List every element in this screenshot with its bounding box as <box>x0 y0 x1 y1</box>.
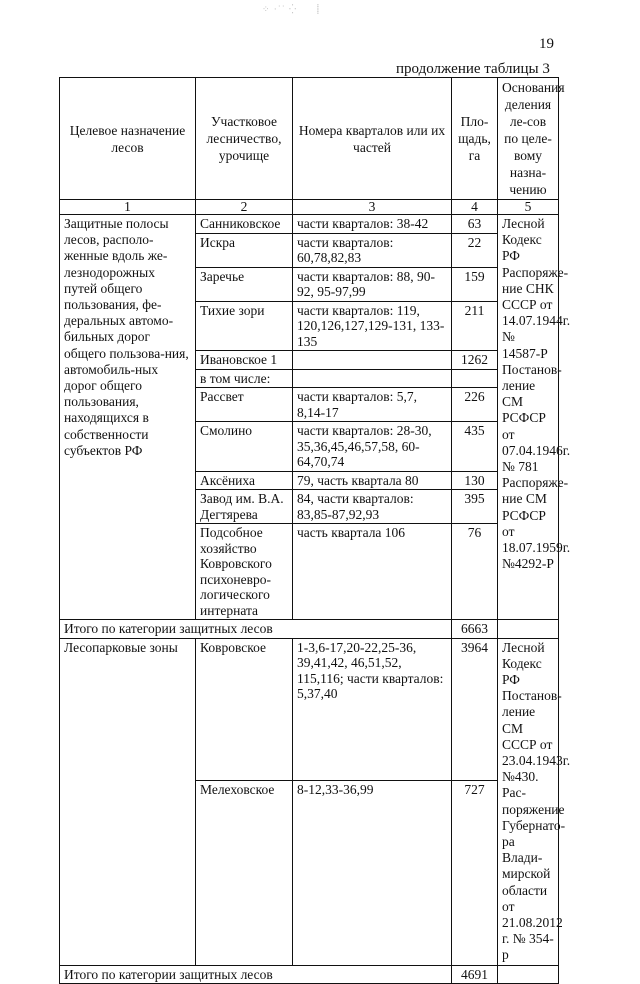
total-area: 6663 <box>452 620 498 639</box>
forestry-cell: Ковровское <box>196 638 293 781</box>
column-number: 5 <box>498 200 559 215</box>
table-continuation-caption: продолжение таблицы 3 <box>396 61 550 77</box>
area-cell: 3964 <box>452 638 498 781</box>
table-row <box>60 215 559 234</box>
forestry-cell: Рассвет <box>196 388 293 422</box>
area-cell <box>452 369 498 388</box>
quarters-cell: части кварталов: 5,7, 8,14-17 <box>293 388 452 422</box>
category-basis: Лесной Кодекс РФ Постанов-ление СМ СССР от 23.04.1943г. №430. Рас-поряжение Губернато-ра Влади-мирской области от 21.08.2012 г. № 354-р <box>498 638 559 965</box>
forestry-cell: Тихие зори <box>196 301 293 351</box>
scan-artifact: ⁘ ·˙˙ ⁛ ⸽ <box>262 4 321 14</box>
area-cell: 130 <box>452 471 498 490</box>
area-cell: 76 <box>452 524 498 620</box>
category-purpose: Лесопарковые зоны <box>60 638 196 965</box>
header-forestry: Участковое лесничество, урочище <box>196 78 293 200</box>
total-area: 4691 <box>452 965 498 984</box>
area-cell: 1262 <box>452 351 498 370</box>
forestry-cell: Смолино <box>196 422 293 472</box>
total-label: Итого по категории защитных лесов <box>60 965 452 984</box>
table-row <box>60 638 559 781</box>
forestry-cell: Искра <box>196 233 293 267</box>
forestry-cell: в том числе: <box>196 369 293 388</box>
forestry-cell: Завод им. В.А. Дегтярева <box>196 490 293 524</box>
area-cell: 211 <box>452 301 498 351</box>
quarters-cell: части кварталов: 38-42 <box>293 215 452 234</box>
quarters-cell: части кварталов: 119, 120,126,127,129-131, 133-135 <box>293 301 452 351</box>
total-empty-cell <box>498 620 559 639</box>
area-cell: 22 <box>452 233 498 267</box>
column-number: 1 <box>60 200 196 215</box>
total-label: Итого по категории защитных лесов <box>60 620 452 639</box>
category-total-row <box>60 965 559 984</box>
quarters-cell: части кварталов: 88, 90-92, 95-97,99 <box>293 267 452 301</box>
quarters-cell: части кварталов: 60,78,82,83 <box>293 233 452 267</box>
header-quarters: Номера кварталов или их частей <box>293 78 452 200</box>
quarters-cell: 79, часть квартала 80 <box>293 471 452 490</box>
quarters-cell <box>293 369 452 388</box>
column-number-row <box>60 200 559 215</box>
header-area: Пло-щадь, га <box>452 78 498 200</box>
quarters-cell: часть квартала 106 <box>293 524 452 620</box>
forestry-cell: Санниковское <box>196 215 293 234</box>
column-number: 3 <box>293 200 452 215</box>
category-total-row <box>60 620 559 639</box>
area-cell: 435 <box>452 422 498 472</box>
forestry-cell: Аксёниха <box>196 471 293 490</box>
area-cell: 159 <box>452 267 498 301</box>
forest-purpose-table <box>59 77 571 984</box>
quarters-cell: части кварталов: 28-30, 35,36,45,46,57,58, 60-64,70,74 <box>293 422 452 472</box>
forestry-cell: Ивановское 1 <box>196 351 293 370</box>
total-empty-cell <box>498 965 559 984</box>
forestry-cell: Мелеховское <box>196 781 293 966</box>
quarters-cell: 8-12,33-36,99 <box>293 781 452 966</box>
category-purpose: Защитные полосы лесов, располо-женные вдоль же-лезнодорожных путей общего пользования, фе-деральных автомо-бильных дорог общего пользова-ния, автомобиль-ных дорог общего пользования, находящихся в собственности субъектов РФ <box>60 215 196 620</box>
quarters-cell: 84, части кварталов: 83,85-87,92,93 <box>293 490 452 524</box>
category-basis: Лесной Кодекс РФ Распоряже-ние СНК СССР от 14.07.1944г. № 14587-Р Постанов-ление СМ РСФСР от 07.04.1946г. № 781 Распоряже-ние СМ РСФСР от 18.07.1959г. №4292-Р <box>498 215 559 620</box>
column-number: 2 <box>196 200 293 215</box>
quarters-cell: 1-3,6-17,20-22,25-36, 39,41,42, 46,51,52, 115,116; части кварталов: 5,37,40 <box>293 638 452 781</box>
header-basis: Основания деления ле-сов по целе-вому назна-чению <box>498 78 559 200</box>
column-number: 4 <box>452 200 498 215</box>
area-cell: 395 <box>452 490 498 524</box>
forestry-cell: Подсобное хозяйство Ковровского психоневро-логического интерната <box>196 524 293 620</box>
area-cell: 226 <box>452 388 498 422</box>
quarters-cell <box>293 351 452 370</box>
area-cell: 63 <box>452 215 498 234</box>
header-purpose: Целевое назначение лесов <box>60 78 196 200</box>
forestry-cell: Заречье <box>196 267 293 301</box>
page-number: 19 <box>539 36 554 52</box>
area-cell: 727 <box>452 781 498 966</box>
table-header-row <box>60 78 559 200</box>
